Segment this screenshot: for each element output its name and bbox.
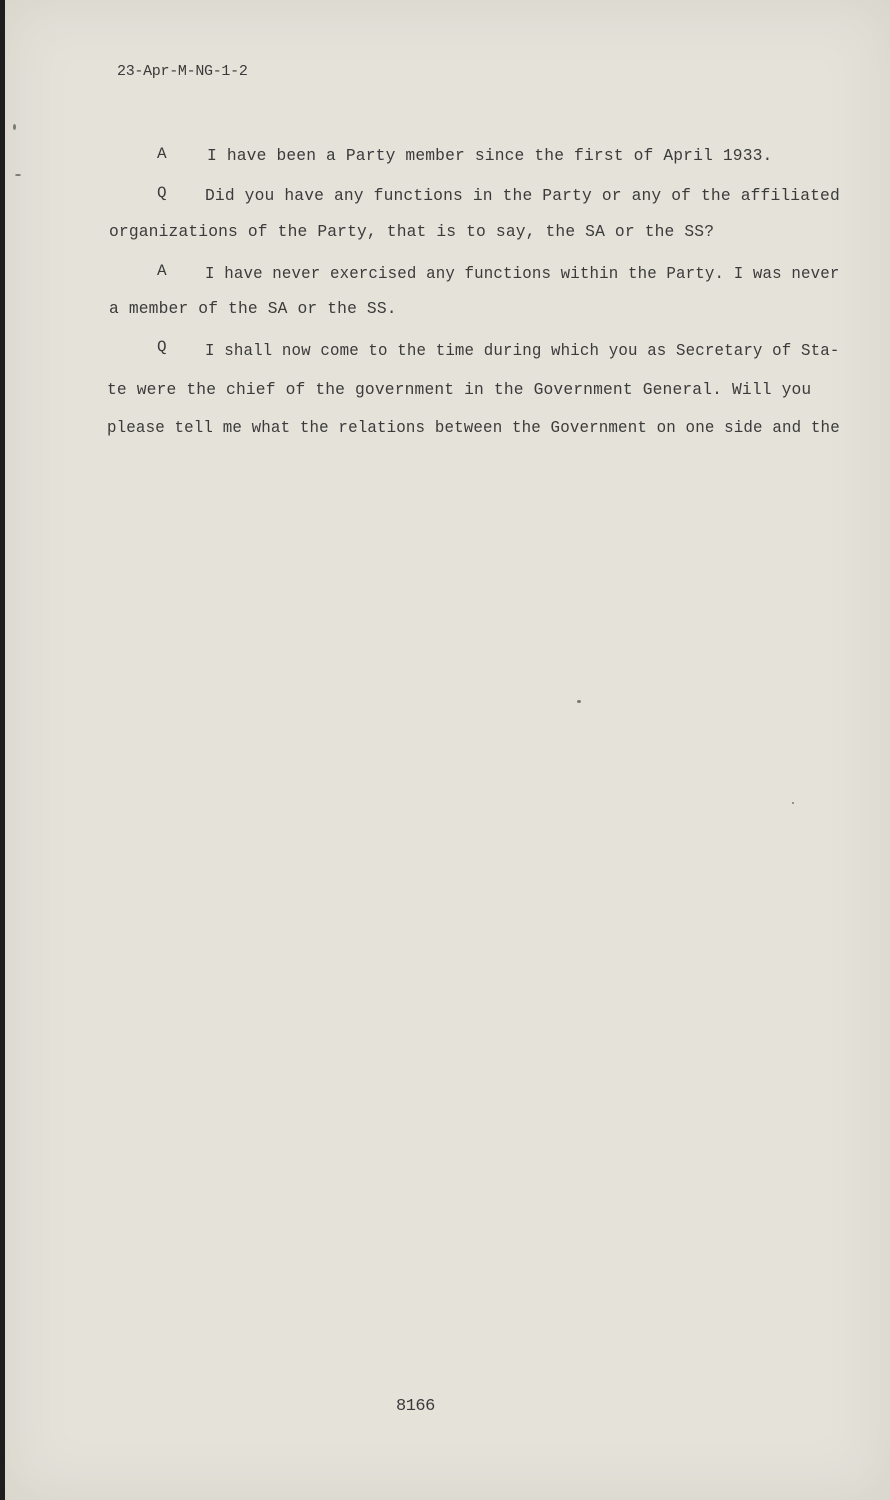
transcript-line: I shall now come to the time during which you as Secretary of Sta- — [205, 341, 840, 360]
speaker-marker: Q — [157, 184, 167, 202]
transcript-line: te were the chief of the government in the Government General. Will you — [107, 380, 812, 399]
page-number: 8166 — [396, 1397, 435, 1416]
speaker-marker: A — [157, 262, 167, 280]
paper-speck — [13, 124, 16, 130]
document-id: 23-Apr-M-NG-1-2 — [117, 63, 248, 80]
paper-speck — [792, 802, 794, 804]
document-page — [5, 0, 890, 1500]
transcript-line: please tell me what the relations between the Government on one side and the — [107, 418, 840, 437]
speaker-marker: A — [157, 145, 167, 163]
transcript-line: a member of the SA or the SS. — [109, 299, 397, 318]
transcript-line: I have never exercised any functions within the Party. I was never — [205, 264, 840, 283]
speaker-marker: Q — [157, 338, 167, 356]
transcript-line: organizations of the Party, that is to say, the SA or the SS? — [109, 222, 715, 241]
transcript-line: I have been a Party member since the first of April 1933. — [207, 146, 773, 165]
paper-speck — [15, 174, 21, 176]
transcript-line: Did you have any functions in the Party or any of the affiliated — [205, 186, 840, 205]
paper-speck — [577, 700, 581, 703]
